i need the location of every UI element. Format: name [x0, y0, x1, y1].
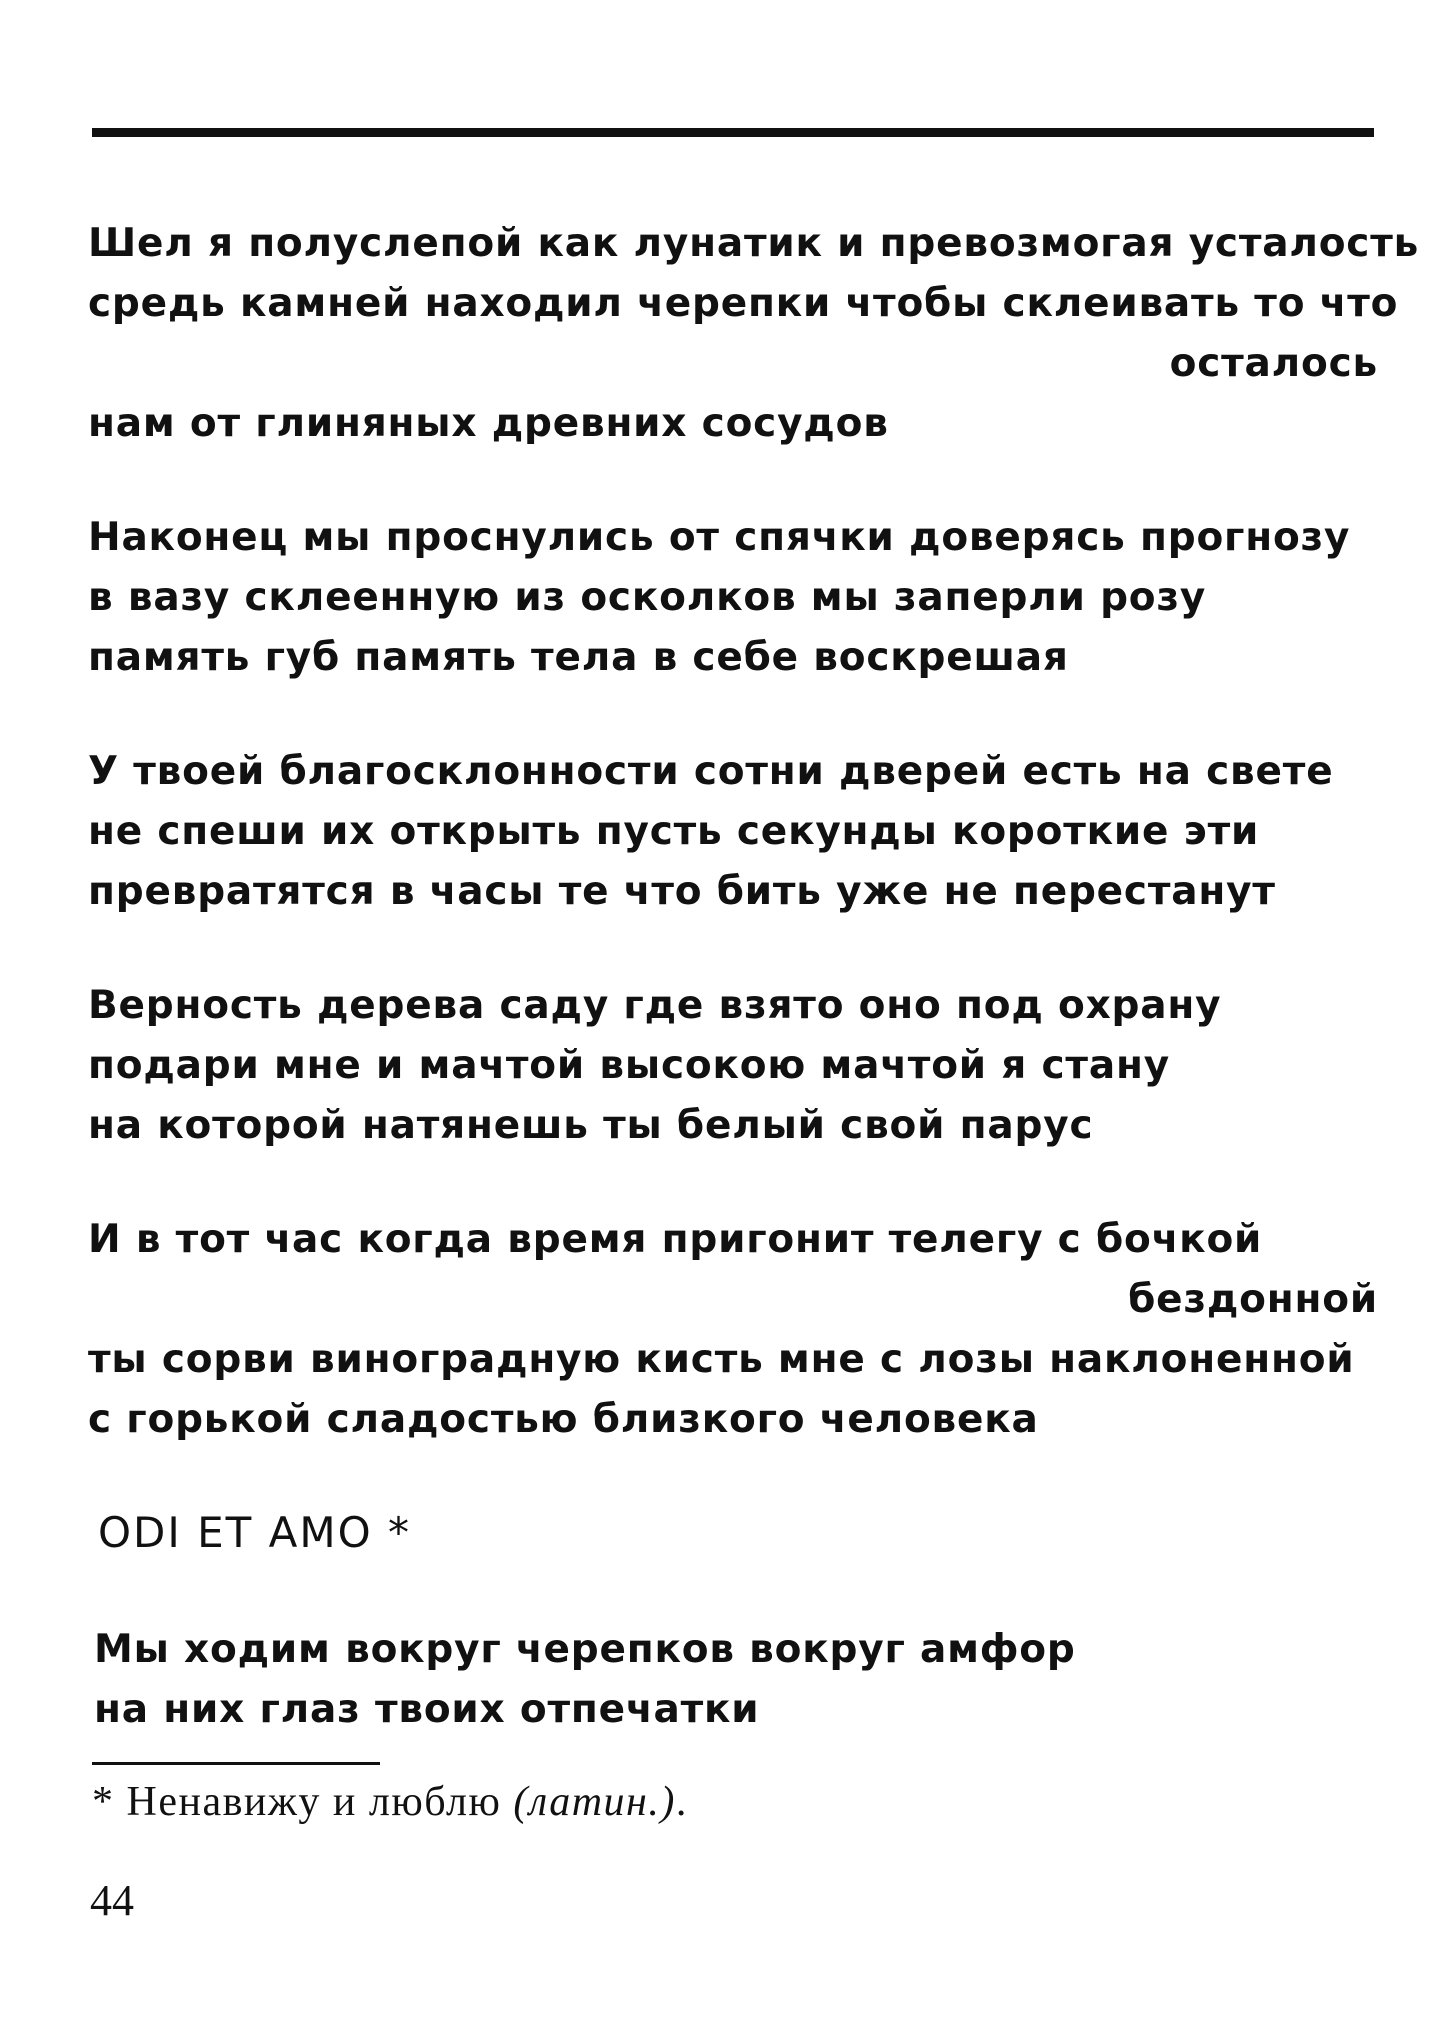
verse-line-continuation: осталось — [1169, 341, 1378, 386]
stanza-2 — [88, 508, 1378, 688]
footnote-language-note: (латин.) — [513, 1779, 676, 1825]
footnote — [92, 1778, 688, 1826]
verse-line: не спеши их открыть пусть секунды короткие эти — [88, 809, 1260, 854]
verse-line: на которой натянешь ты белый свой парус — [88, 1103, 1094, 1148]
top-rule — [92, 128, 1374, 137]
second-poem-body — [94, 1620, 1294, 1740]
verse-line: Наконец мы проснулись от спячки доверясь прогнозу — [88, 515, 1351, 560]
verse-line: средь камней находил черепки чтобы склеивать то что — [88, 281, 1399, 326]
footnote-end: . — [675, 1779, 688, 1825]
verse-line-continuation: бездонной — [1128, 1277, 1378, 1322]
poem-body — [88, 214, 1420, 1504]
stanza-5 — [88, 1210, 1378, 1450]
verse-line: на них глаз твоих отпечатки — [94, 1687, 760, 1732]
verse-line: с горькой сладостью близкого человека — [88, 1397, 1039, 1442]
verse-line: нам от глиняных древних сосудов — [88, 401, 889, 446]
verse-line: Мы ходим вокруг черепков вокруг амфор — [94, 1627, 1076, 1672]
stanza-1 — [88, 214, 1420, 454]
verse-line: И в тот час когда время пригонит телегу с бочкой — [88, 1217, 1263, 1262]
page-number: 44 — [90, 1876, 134, 1925]
verse-line: ты сорви виноградную кисть мне с лозы наклоненной — [88, 1337, 1355, 1382]
stanza-4 — [88, 976, 1378, 1156]
stanza-3 — [88, 742, 1378, 922]
verse-line: память губ память тела в себе воскрешая — [88, 635, 1069, 680]
verse-line: в вазу склеенную из осколков мы заперли розу — [88, 575, 1207, 620]
verse-line: У твоей благосклонности сотни дверей есть на свете — [88, 749, 1334, 794]
verse-line: превратятся в часы те что бить уже не перестанут — [88, 869, 1276, 914]
footnote-text: * Ненавижу и люблю — [92, 1779, 514, 1825]
poem-title: ODI ET AMO * — [98, 1508, 412, 1557]
verse-line: Шел я полуслепой как лунатик и превозмогая усталость — [88, 221, 1420, 266]
footnote-rule — [92, 1762, 380, 1765]
verse-line: подари мне и мачтой высокою мачтой я стану — [88, 1043, 1170, 1088]
verse-line: Верность дерева саду где взято оно под охрану — [88, 983, 1222, 1028]
